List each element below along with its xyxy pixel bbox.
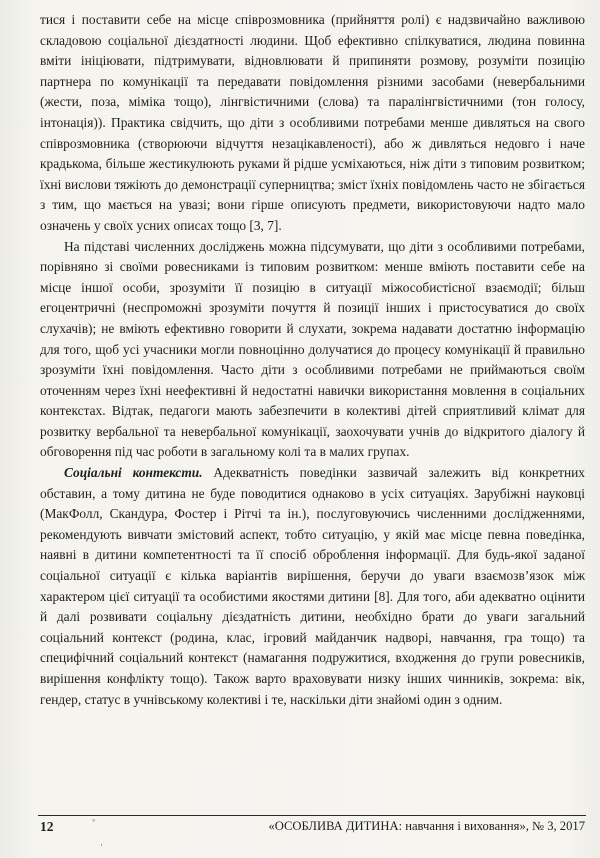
paragraph-social-contexts — [40, 463, 585, 710]
paragraph-continued: тися і поставити себе на місце співрозмовника (прийняття ролі) є надзвичайно важливою складовою соціальної дієздатності людини. Щоб ефективно спілкуватися, людина повинна вміти ініціювати, підтримувати, відновлювати й припиняти розмову, розуміти позицію партнера по комунікації та передавати повідомлення різними засобами (невербальними (жести, поза, міміка тощо), лінгвістичними (слова) та паралінгвістичними (тон голосу, інтонація)). Практика свідчить, що діти з особливими потребами менше дивляться на свого співрозмовника (створюючи відчуття незацікавленості), або ж дивляться недовго і наче крадькома, більше жестикулюють руками й рідше усміхаються, ніж діти з типовим розвитком; їхні вислови тяжіють до демонстрації суперництва; зміст їхніх повідомлень часто не збігається з тим, що мається на увазі; вони гірше описують предмети, використовуючи надто мало означень у своїх усних описах тощо [3, 7]. — [40, 12, 585, 233]
section-heading-social-contexts: Соціальні контексти. — [64, 465, 203, 481]
page-number: 12 — [40, 819, 54, 834]
print-mark-icon: · — [100, 840, 103, 850]
footer-divider — [38, 815, 586, 816]
body-text — [40, 10, 585, 710]
journal-citation: «ОСОБЛИВА ДИТИНА: навчання і виховання», № 3, 2017 — [268, 819, 585, 833]
print-mark-icon: ◦ — [92, 815, 96, 825]
section-text-social-contexts: Адекватність поведінки зазвичай залежить від конкретних обставин, а тому дитина не буде поводитися однаково в усіх ситуаціях. Зарубіжні науковці (МакФолл, Скандура, Фостер і Рітчі та ін.), послуговуючись численними дослідженнями, рекомендують вивчати змістовий аспект, тобто ситуацію, у якій має місце певна поведінка, наявні в дитини компетентності та її спосіб оброблення інформації. Для будь-якої заданої соціальної ситуації є кілька варіантів вирішення, беручи до уваги взаємозв’язок між характером цієї ситуації та особистими якостями дитини [8]. Для того, аби адекватно оцінити й далі розвивати соціальну дієздатність дитини, необхідно брати до уваги загальний соціальний контекст (родина, клас, ігровий майданчик надворі, навчання, гра тощо) та специфічний соціальний контекст (намагання подружитися, входження до групи ровесників, вирішення конфлікту тощо). Також варто враховувати низку інших чинників, зокрема: вік, гендер, статус в учнівському колективі і те, наскільки діти знайомі один з одним. — [40, 465, 585, 707]
page-footer — [40, 819, 585, 841]
paragraph-summary: На підставі численних досліджень можна підсумувати, що діти з особливими потребами, порівняно зі своїми ровесниками із типовим розвитком: менше вміють поставити себе на місце іншої особи, зрозуміти її позицію в ситуації міжособистісної взаємодії; більш егоцентричні (неспроможні зрозуміти почуття й позиції інших і пристосуватися до своїх слухачів); не вміють ефективно говорити й слухати, зокрема надавати достатню інформацію для того, щоб усі учасники могли повноцінно долучатися до процесу комунікації й правильно зрозуміти їхні повідомлення. Часто діти з особливими потребами не приймаються своїм оточенням через їхні неефективні й недостатні навички використання мовлення в соціальних контекстах. Відтак, педагоги мають забезпечити в колективі дітей сприятливий клімат для розвитку вербальної та невербальної комунікації, заохочувати учнів до відкритого діалогу й обговорення під час роботи в загальному колі та в малих групах. — [40, 238, 585, 460]
